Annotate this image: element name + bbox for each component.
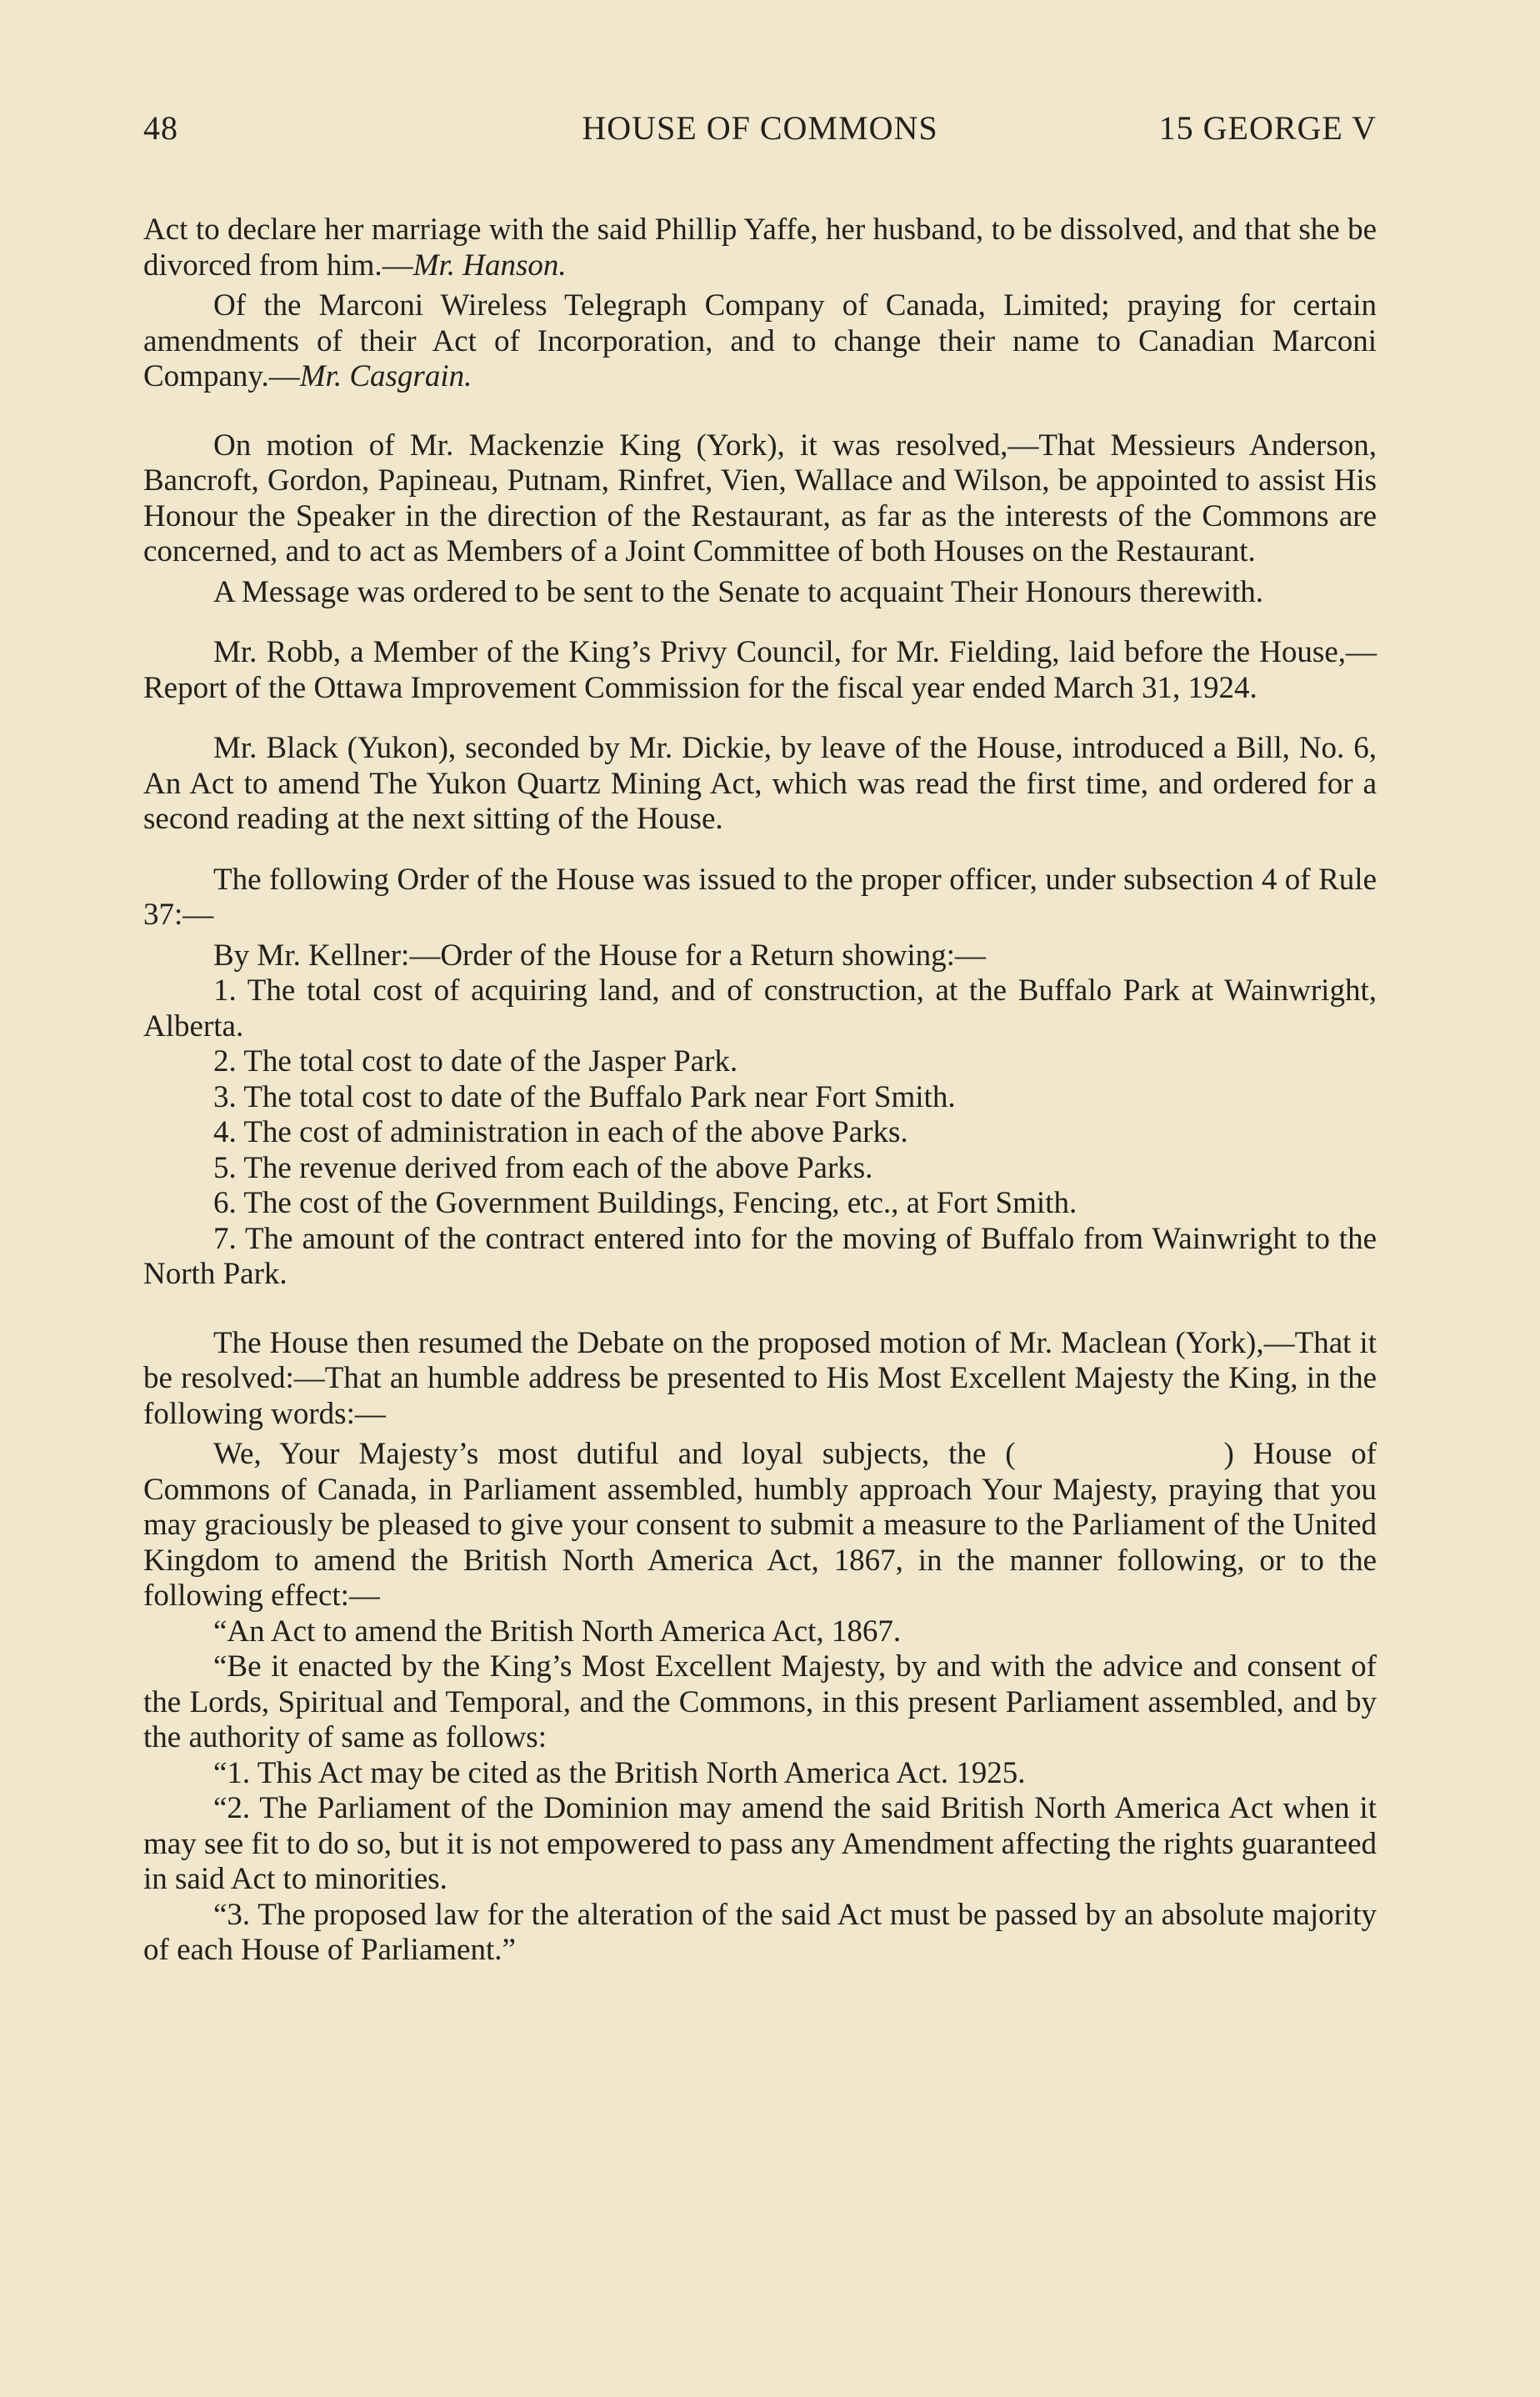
report-tabled: Mr. Robb, a Member of the King’s Privy Council, for Mr. Fielding, laid before the House,—Report of the Ottawa Improvement Commission for the fiscal year ended March 31, 1924. [143, 635, 1377, 705]
motion-restaurant-committee: On motion of Mr. Mackenzie King (York), it was resolved,—That Messieurs Anderson, Bancroft, Gordon, Papineau, Putnam, Rinfret, Vien, Wallace and Wilson, be appointed to assist His Honour the Speaker in the direction of the Restaurant, as far as the interests of the Commons are concerned, and to act as Members of a Joint Committee of both Houses on the Restaurant. [143, 428, 1377, 568]
petition-marconi [143, 288, 1377, 395]
page-body [143, 213, 1377, 1969]
petition-text: Act to declare her marriage with the said Phillip Yaffe, her husband, to be dissolved, and that she be divorced from him.— [143, 213, 1377, 283]
regnal-year: 15 GEORGE V [1158, 109, 1377, 147]
message-to-senate: A Message was ordered to be sent to the Senate to acquaint Their Honours therewith. [213, 574, 1264, 609]
bill-introduced: Mr. Black (Yukon), seconded by Mr. Dickie, by leave of the House, introduced a Bill, No. 6, An Act to amend The Yukon Quartz Mining Act, which was read the first time, and ordered for a second reading at the next sitting of the House. [143, 731, 1377, 836]
return-item: 1. The total cost of acquiring land, and of construction, at the Buffalo Park at Wainwright, Alberta. [143, 973, 1377, 1043]
petition-presenter: Mr. Casgrain. [299, 359, 472, 393]
enacting-clause: “Be it enacted by the King’s Most Excellent Majesty, by and with the advice and consent of the Lords, Spiritual and Temporal, and the Commons, in this present Parliament assembled, and by the authority of same as follows: [143, 1649, 1377, 1754]
section-1: “1. This Act may be cited as the British North America Act. 1925. [213, 1755, 1026, 1790]
petition-presenter: Mr. Hanson. [412, 248, 567, 283]
address-text: ) House of Commons of Canada, in Parliament assembled, humbly approach Your Majesty, praying that you may graciously be pleased to give your consent to submit a measure to the Parliament of the United Kingdom to amend the British North America Act, 1867, in the manner following, or to the following effect:— [143, 1437, 1378, 1613]
humble-address [143, 1437, 1377, 1614]
section-2: “2. The Parliament of the Dominion may amend the said British North America Act when it may see fit to do so, but it is not empowered to pass any Amendment affecting the rights guaranteed in said Act to minorities. [143, 1791, 1377, 1896]
return-item: 2. The total cost to date of the Jasper Park. [213, 1044, 738, 1078]
order-of-house-intro: The following Order of the House was issued to the proper officer, under subsection 4 of Rule 37:— [143, 862, 1377, 932]
debate-resumed: The House then resumed the Debate on the proposed motion of Mr. Maclean (York),—That it be resolved:—That an humble address be presented to His Most Excellent Majesty the King, in the following words:— [143, 1325, 1377, 1431]
address-text: We, Your Majesty’s most dutiful and loyal subjects, the ( [213, 1437, 1016, 1471]
petition-text: Of the Marconi Wireless Telegraph Company of Canada, Limited; praying for certain amendments of their Act of Incorporation, and to change their name to Canadian Marconi Company.— [143, 288, 1377, 393]
running-header [143, 108, 1377, 158]
return-item: 3. The total cost to date of the Buffalo Park near Fort Smith. [213, 1079, 956, 1114]
section-3: “3. The proposed law for the alteration of the said Act must be passed by an absolute majority of each House of Parliament.” [143, 1897, 1377, 1967]
return-item: 5. The revenue derived from each of the above Parks. [213, 1150, 873, 1185]
page-number: 48 [143, 109, 178, 147]
return-item: 6. The cost of the Government Buildings, Fencing, etc., at Fort Smith. [213, 1186, 1078, 1220]
petition-continuation [143, 213, 1377, 283]
bill-title: “An Act to amend the British North America Act, 1867. [213, 1614, 902, 1649]
return-order: By Mr. Kellner:—Order of the House for a Return showing:— [213, 938, 986, 973]
return-item: 4. The cost of administration in each of the above Parks. [213, 1115, 908, 1149]
return-item: 7. The amount of the contract entered into for the moving of Buffalo from Wainwright to the North Park. [143, 1221, 1377, 1291]
header-title: HOUSE OF COMMONS [582, 109, 938, 147]
